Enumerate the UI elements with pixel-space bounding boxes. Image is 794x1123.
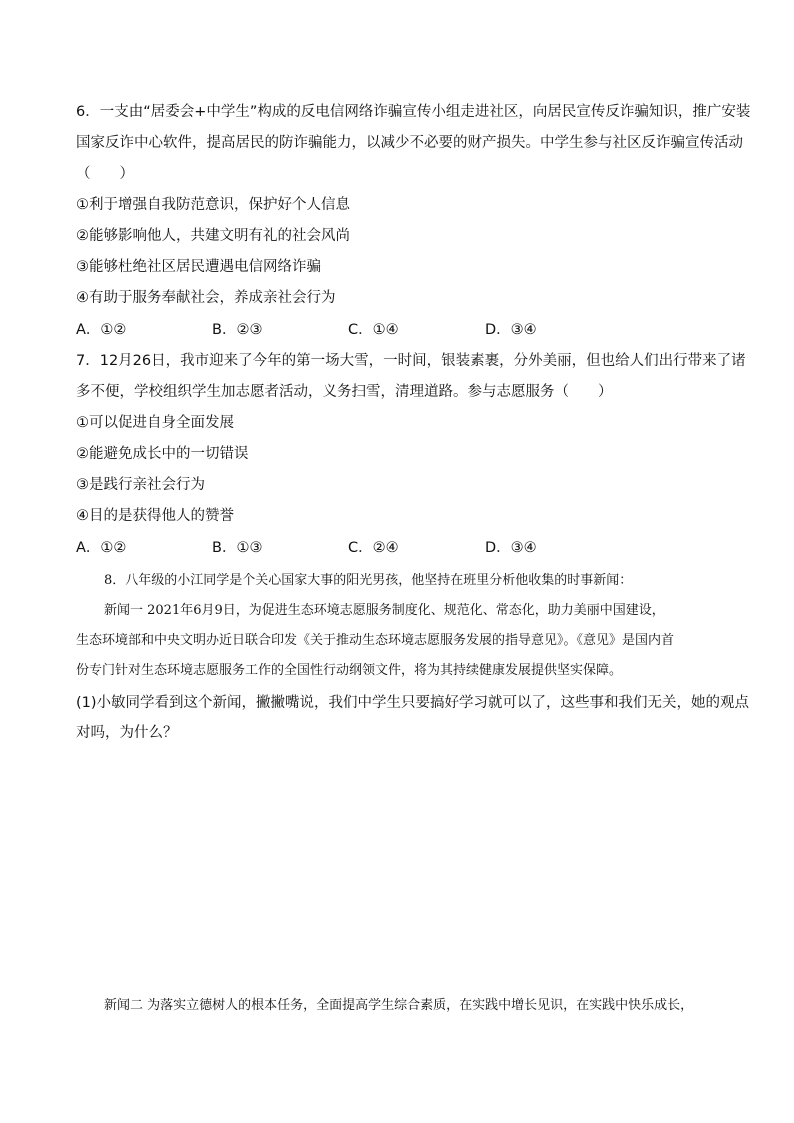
q7-item-3: ③是践行亲社会行为 — [76, 477, 205, 493]
q8-subquestion-1-line-2: 对吗，为什么？ — [76, 725, 178, 741]
q6-option-c[interactable]: C．①④ — [348, 322, 399, 338]
q7-option-c[interactable]: C．②④ — [348, 540, 399, 556]
q6-item-1: ①利于增强自我防范意识，保护好个人信息 — [76, 197, 350, 213]
q8-subquestion-1-line-1: (1)小敏同学看到这个新闻，撇撇嘴说，我们中学生只要搞好学习就可以了，这些事和我们无关，她的观点 — [76, 695, 750, 711]
q7-item-1: ①可以促进自身全面发展 — [76, 415, 234, 431]
q7-stem-line-2: 多不便，学校组织学生加志愿者活动，义务扫雪，清理道路。参与志愿服务（ ） — [76, 384, 613, 400]
q6-option-d[interactable]: D．③④ — [485, 322, 537, 338]
q7-option-d[interactable]: D．③④ — [485, 540, 537, 556]
q8-news2-line-1: 新闻二 为落实立德树人的根本任务，全面提高学生综合素质，在实践中增长见识，在实践中快乐成长， — [104, 998, 694, 1013]
q6-item-2: ②能够影响他人，共建文明有礼的社会风尚 — [76, 228, 350, 244]
q6-stem-line-1: 6．一支由“居委会+中学生”构成的反电信网络诈骗宣传小组走进社区，向居民宣传反诈骗知识，推广安装 — [76, 104, 751, 120]
q8-news1-line-3: 份专门针对生态环境志愿服务工作的全国性行动纲领文件，将为其持续健康发展提供坚实保障。 — [76, 663, 623, 678]
q6-answer-blank: （ ） — [76, 166, 134, 182]
q7-item-2: ②能避免成长中的一切错误 — [76, 446, 249, 462]
q6-option-a[interactable]: A．①② — [76, 322, 127, 338]
q6-item-4: ④有助于服务奉献社会，养成亲社会行为 — [76, 290, 336, 306]
q7-stem-line-1: 7．12月26日，我市迎来了今年的第一场大雪，一时间，银装素裹，分外美丽，但也给人们出行带来了诸 — [76, 353, 746, 369]
q7-option-b[interactable]: B．①③ — [212, 540, 263, 556]
q6-stem-line-2: 国家反诈中心软件，提高居民的防诈骗能力，以减少不必要的财产损失。中学生参与社区反诈骗宣传活动 — [76, 135, 743, 151]
q7-item-4: ④目的是获得他人的赞誉 — [76, 508, 234, 524]
q6-item-3: ③能够杜绝社区居民遭遇电信网络诈骗 — [76, 259, 321, 275]
q6-option-b[interactable]: B．②③ — [212, 322, 263, 338]
q7-option-a[interactable]: A．①② — [76, 540, 127, 556]
q8-news1-line-2: 生态环境部和中央文明办近日联合印发《关于推动生态环境志愿服务发展的指导意见》。《意见》是国内首 — [76, 633, 675, 648]
q8-news1-line-1: 新闻一 2021年6月9日，为促进生态环境志愿服务制度化、规范化、常态化，助力美丽中国建设， — [104, 603, 665, 618]
q8-intro: 8．八年级的小江同学是个关心国家大事的阳光男孩，他坚持在班里分析他收集的时事新闻： — [104, 573, 633, 588]
